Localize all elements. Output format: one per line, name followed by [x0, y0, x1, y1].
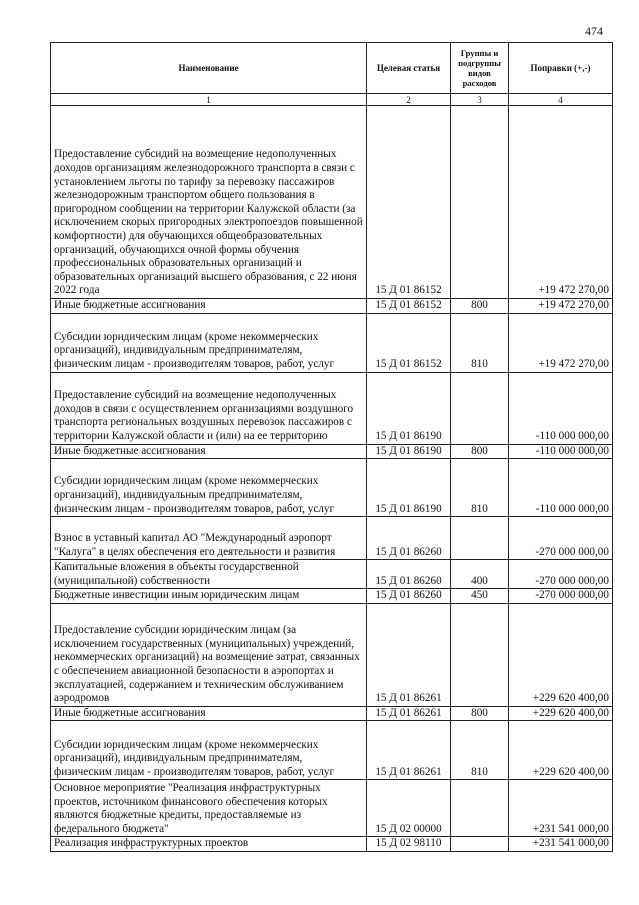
row-code: 15 Д 01 86190 — [367, 459, 451, 517]
table-row — [51, 780, 613, 837]
table-row — [51, 444, 613, 459]
row-group — [451, 837, 509, 852]
row-group: 800 — [451, 299, 509, 314]
table-row — [51, 560, 613, 589]
row-code: 15 Д 01 86261 — [367, 706, 451, 721]
row-code: 15 Д 01 86260 — [367, 517, 451, 560]
row-amount: +19 472 270,00 — [509, 313, 613, 372]
row-group: 800 — [451, 444, 509, 459]
row-code: 15 Д 02 00000 — [367, 780, 451, 837]
table-row — [51, 706, 613, 721]
row-code: 15 Д 01 86152 — [367, 106, 451, 299]
row-group: 400 — [451, 560, 509, 589]
table-row — [51, 603, 613, 706]
row-code: 15 Д 01 86260 — [367, 560, 451, 589]
header-expense-groups: Группы и подгруппы видов расходов — [451, 43, 509, 94]
budget-corrections-table — [50, 42, 613, 852]
row-amount: -270 000 000,00 — [509, 517, 613, 560]
row-name: Иные бюджетные ассигнования — [51, 706, 367, 721]
row-name: Взнос в уставный капитал АО "Международный аэропорт "Калуга" в целях обеспечения его деятельности и развития — [51, 517, 367, 560]
row-name: Реализация инфраструктурных проектов — [51, 837, 367, 852]
row-amount: -110 000 000,00 — [509, 444, 613, 459]
row-code: 15 Д 01 86261 — [367, 721, 451, 780]
row-name: Субсидии юридическим лицам (кроме некоммерческих организаций), индивидуальным предпринимателям, физическим лицам - производителям товаров, работ, услуг — [51, 459, 367, 517]
row-code: 15 Д 01 86261 — [367, 603, 451, 706]
row-group: 450 — [451, 589, 509, 604]
row-group — [451, 372, 509, 444]
row-amount: -110 000 000,00 — [509, 459, 613, 517]
column-number: 2 — [367, 94, 451, 106]
header-name: Наименование — [51, 43, 367, 94]
row-amount: +231 541 000,00 — [509, 780, 613, 837]
row-code: 15 Д 01 86190 — [367, 444, 451, 459]
row-name: Иные бюджетные ассигнования — [51, 299, 367, 314]
row-name: Субсидии юридическим лицам (кроме некоммерческих организаций), индивидуальным предпринимателям, физическим лицам - производителям товаров, работ, услуг — [51, 721, 367, 780]
row-code: 15 Д 01 86190 — [367, 372, 451, 444]
table-header-row — [51, 43, 613, 94]
row-code: 15 Д 01 86260 — [367, 589, 451, 604]
column-numbers-row — [51, 94, 613, 106]
table-row — [51, 517, 613, 560]
table-row — [51, 313, 613, 372]
table-row — [51, 721, 613, 780]
row-name: Капитальные вложения в объекты государственной (муниципальной) собственности — [51, 560, 367, 589]
row-group: 810 — [451, 721, 509, 780]
row-name: Субсидии юридическим лицам (кроме некоммерческих организаций), индивидуальным предпринимателям, физическим лицам - производителям товаров, работ, услуг — [51, 313, 367, 372]
row-amount: +19 472 270,00 — [509, 299, 613, 314]
page-number: 474 — [585, 24, 603, 38]
column-number: 3 — [451, 94, 509, 106]
table-row — [51, 106, 613, 299]
row-amount: -270 000 000,00 — [509, 560, 613, 589]
header-corrections: Поправки (+,-) — [509, 43, 613, 94]
table-row — [51, 299, 613, 314]
row-amount: +229 620 400,00 — [509, 603, 613, 706]
row-group — [451, 603, 509, 706]
row-code: 15 Д 01 86152 — [367, 299, 451, 314]
row-amount: +229 620 400,00 — [509, 706, 613, 721]
header-target-article: Целевая статья — [367, 43, 451, 94]
column-number: 4 — [509, 94, 613, 106]
table-row — [51, 589, 613, 604]
row-amount: +229 620 400,00 — [509, 721, 613, 780]
row-name: Предоставление субсидий на возмещение недополученных доходов организациям железнодорожного транспорта в связи с установлением льготы по тарифу за перевозку пассажиров железнодорожным транспортом общего пользования в пригородном сообщении на территории Калужской области (за исключением скорых пригородных электропоездов повышенной комфортности) для обучающихся общеобразовательных организаций, обучающихся очной формы обучения профессиональных образовательных организаций и образовательных организаций высшего образования, с 22 июня 2022 года — [51, 106, 367, 299]
table-row — [51, 837, 613, 852]
row-code: 15 Д 01 86152 — [367, 313, 451, 372]
row-amount: +231 541 000,00 — [509, 837, 613, 852]
row-group — [451, 517, 509, 560]
row-group — [451, 106, 509, 299]
row-name: Предоставление субсидии юридическим лицам (за исключением государственных (муниципальных) учреждений, некоммерческих организаций) на возмещение затрат, связанных с обеспечением авиационной безопасности в аэропортах и эксплуатацией, содержанием и техническим обслуживанием аэродромов — [51, 603, 367, 706]
row-group — [451, 780, 509, 837]
row-amount: -270 000 000,00 — [509, 589, 613, 604]
row-group: 800 — [451, 706, 509, 721]
row-group: 810 — [451, 313, 509, 372]
row-code: 15 Д 02 98110 — [367, 837, 451, 852]
row-name: Иные бюджетные ассигнования — [51, 444, 367, 459]
row-group: 810 — [451, 459, 509, 517]
table-row — [51, 372, 613, 444]
column-number: 1 — [51, 94, 367, 106]
table-row — [51, 459, 613, 517]
row-name: Предоставление субсидий на возмещение недополученных доходов в связи с осуществлением организациями воздушного транспорта региональных воздушных перевозок пассажиров с территории Калужской области и (или) на ее территорию — [51, 372, 367, 444]
row-name: Бюджетные инвестиции иным юридическим лицам — [51, 589, 367, 604]
row-name: Основное мероприятие "Реализация инфраструктурных проектов, источником финансового обеспечения которых являются бюджетные кредиты, предоставляемые из федерального бюджета" — [51, 780, 367, 837]
row-amount: -110 000 000,00 — [509, 372, 613, 444]
row-amount: +19 472 270,00 — [509, 106, 613, 299]
